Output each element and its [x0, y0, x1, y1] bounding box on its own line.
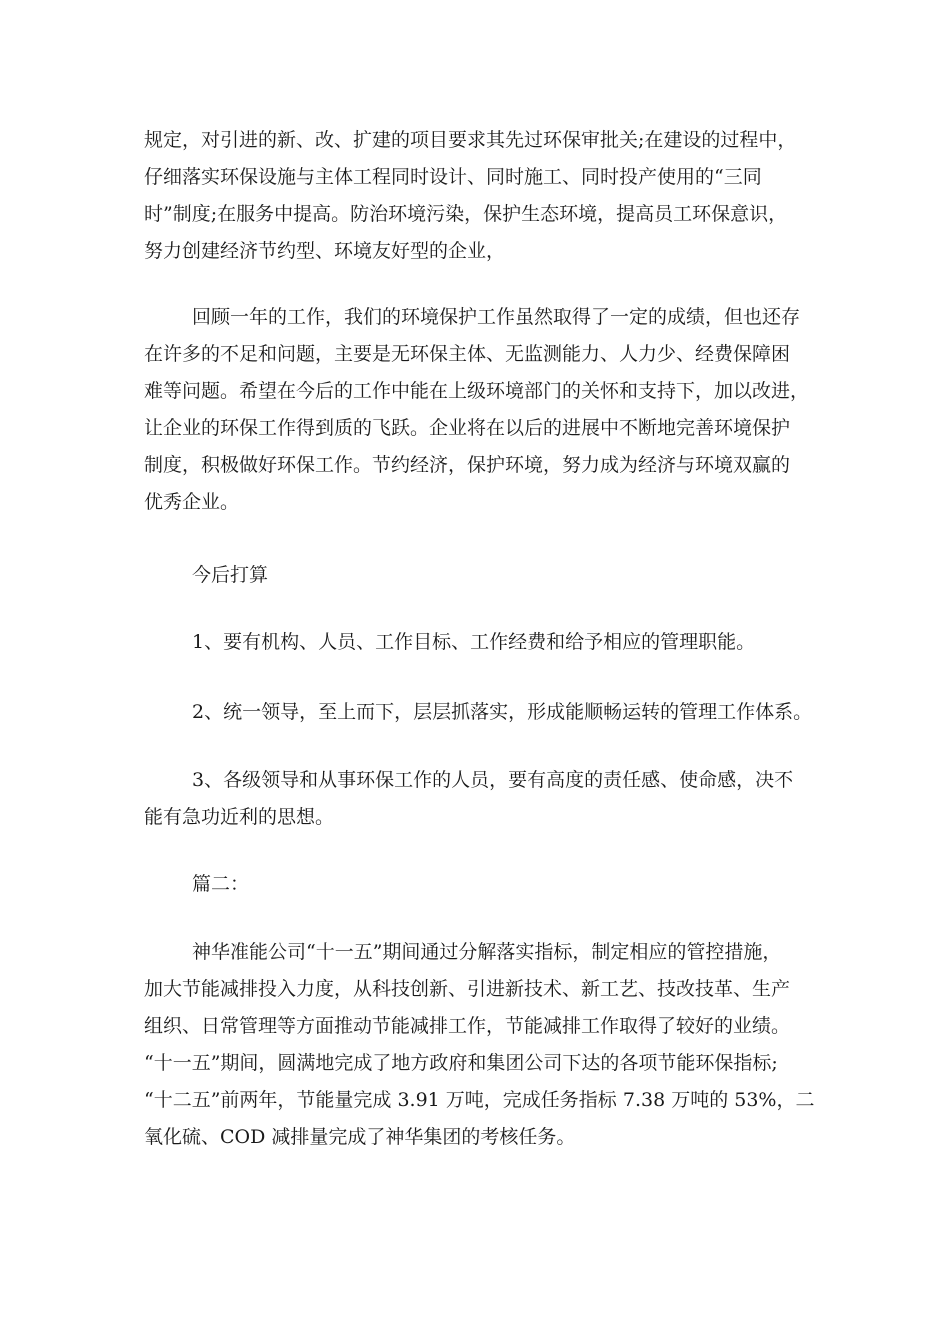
- text-line: 3、各级领导和从事环保工作的人员，要有高度的责任感、使命感，决不: [192, 769, 794, 791]
- text-line: 优秀企业。: [144, 491, 240, 513]
- text-line: 制度，积极做好环保工作。节约经济，保护环境，努力成为经济与环境双赢的: [144, 454, 791, 476]
- text-line: 1、要有机构、人员、工作目标、工作经费和给予相应的管理职能。: [192, 631, 756, 653]
- text-line: 让企业的环保工作得到质的飞跃。企业将在以后的进展中不断地完善环境保护: [144, 417, 791, 439]
- text-line: 加大节能减排投入力度，从科技创新、引进新技术、新工艺、技改技革、生产: [144, 978, 791, 1000]
- paragraph-shenhua-summary: [144, 934, 824, 1156]
- text-line: 神华准能公司“十一五”期间通过分解落实指标，制定相应的管控措施，: [192, 941, 782, 963]
- text-line: “十一五”期间，圆满地完成了地方政府和集团公司下达的各项节能环保指标;: [144, 1052, 778, 1074]
- text-line: 在许多的不足和问题，主要是无环保主体、无监测能力、人力少、经费保障困: [144, 343, 791, 365]
- section-heading: 篇二：: [192, 873, 250, 895]
- paragraph-year-review: [144, 299, 824, 521]
- text-line: 努力创建经济节约型、环境友好型的企业，: [144, 240, 506, 262]
- text-line: “十二五”前两年，节能量完成 3.91 万吨，完成任务指标 7.38 万吨的 53%，二: [144, 1089, 815, 1111]
- text-line: 能有急功近利的思想。: [144, 806, 335, 828]
- text-line: 规定，对引进的新、改、扩建的项目要求其先过环保审批关;在建设的过程中，: [144, 129, 797, 151]
- list-item-1: [144, 624, 824, 661]
- paragraph-closing-commitment: [144, 122, 824, 270]
- text-line: 氧化硫、COD 减排量完成了神华集团的考核任务。: [144, 1126, 576, 1148]
- section-heading-part-two: [144, 866, 824, 903]
- text-line: 组织、日常管理等方面推动节能减排工作，节能减排工作取得了较好的业绩。: [144, 1015, 791, 1037]
- text-line: 难等问题。希望在今后的工作中能在上级环境部门的关怀和支持下，加以改进，: [144, 380, 810, 402]
- text-line: 回顾一年的工作，我们的环境保护工作虽然取得了一定的成绩，但也还存: [192, 306, 801, 328]
- text-line: 2、统一领导，至上而下，层层抓落实，形成能顺畅运转的管理工作体系。: [192, 701, 813, 723]
- section-heading-future-plans: [144, 557, 824, 594]
- text-line: 仔细落实环保设施与主体工程同时设计、同时施工、同时投产使用的“三同: [144, 166, 762, 188]
- list-item-3: [144, 762, 824, 836]
- text-line: 时”制度;在服务中提高。防治环境污染，保护生态环境，提高员工环保意识，: [144, 203, 788, 225]
- section-heading: 今后打算: [192, 564, 269, 586]
- list-item-2: [144, 694, 824, 731]
